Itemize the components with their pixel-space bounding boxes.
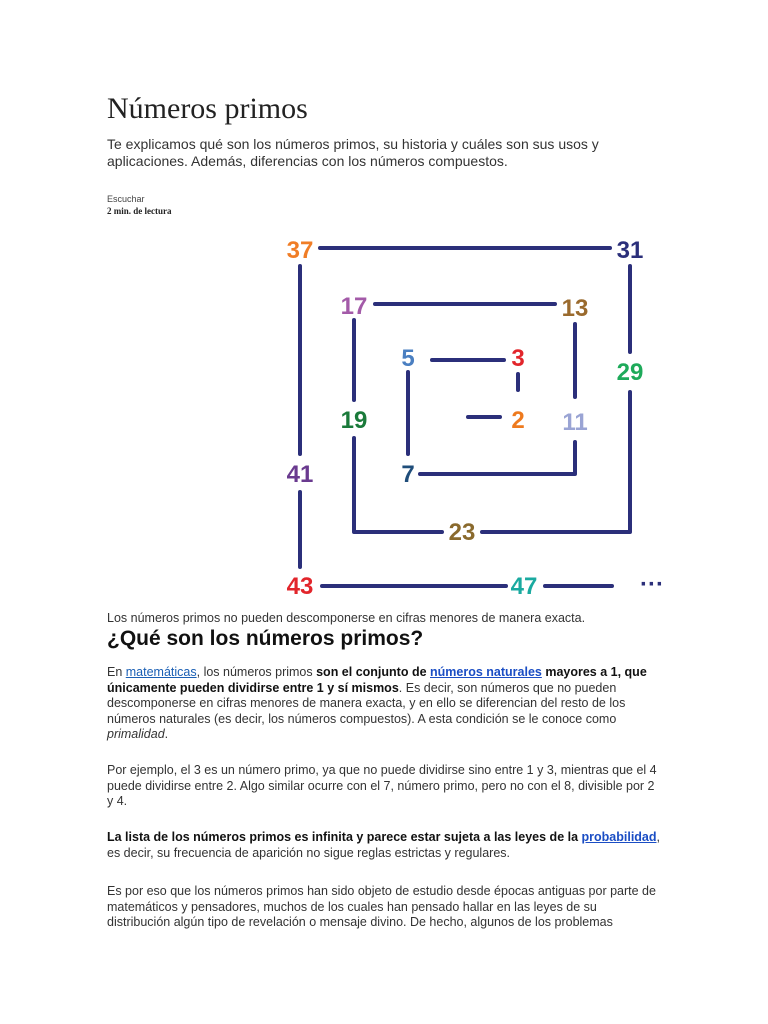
article-intro: Te explicamos qué son los números primos, su historia y cuáles son sus usos y aplicaciones. Además, diferencias con los números compuestos. xyxy=(107,136,599,169)
spiral-segment xyxy=(482,392,630,532)
prime-label-17: 17 xyxy=(340,293,368,320)
prime-label-37: 37 xyxy=(286,237,314,264)
prime-spiral-figure xyxy=(170,222,690,612)
figure-caption: Los números primos no pueden descomponerse en cifras menores de manera exacta. xyxy=(107,611,586,625)
text-span: . xyxy=(164,727,169,741)
prime-label-7: 7 xyxy=(401,461,415,488)
bold-span: La lista de los números primos es infinita y parece estar sujeta a las leyes de la xyxy=(107,830,582,844)
listen-button[interactable]: Escuchar xyxy=(107,194,145,204)
text-span: , es decir, su frecuencia de aparición no sigue reglas estrictas y regulares. xyxy=(107,830,660,860)
text-span: , los números primos xyxy=(196,665,317,679)
prime-label-13: 13 xyxy=(561,295,589,322)
bold-span: son el conjunto de xyxy=(316,665,431,679)
paragraph-1 xyxy=(107,665,663,743)
prime-label-5: 5 xyxy=(401,345,415,372)
prime-label-2: 2 xyxy=(511,407,525,434)
paragraph-4: Es por eso que los números primos han sido objeto de estudio desde épocas antiguas por parte de matemáticos y pensadores, muchos de los cuales han pensado hallar en las leyes de su distribución algún tipo de revelación o mensaje divino. De hecho, algunos de los problemas xyxy=(107,884,656,929)
spiral-segment xyxy=(420,442,575,474)
read-time: 2 min. de lectura xyxy=(107,206,172,216)
italic-span: primalidad xyxy=(107,727,165,741)
matematicas-link[interactable]: matemáticas xyxy=(125,665,197,679)
prime-label-29: 29 xyxy=(616,359,644,386)
probabilidad-link[interactable]: probabilidad xyxy=(581,830,657,844)
prime-label-31: 31 xyxy=(616,237,644,264)
paragraph-3 xyxy=(107,830,663,861)
text-span: . Es decir, son números que no pueden descomponerse en cifras menores de manera exacta, y en ello se diferencian del resto de los números naturales (es decir, los números compuestos). A esta condición se le conoce como xyxy=(107,680,626,726)
page-title: Números primos xyxy=(107,92,308,125)
paragraph-2: Por ejemplo, el 3 es un número primo, ya que no puede dividirse sino entre 1 y 3, mientras que el 4 puede dividirse entre 2. Algo similar ocurre con el 7, número primo, pero no con el 8, divisible por 2 y 4. xyxy=(107,763,657,808)
spiral-ellipsis: ··· xyxy=(640,571,664,598)
numeros-naturales-link[interactable]: números naturales xyxy=(430,665,542,679)
bold-span: mayores a 1, que únicamente pueden dividirse entre 1 y sí mismos xyxy=(107,665,647,695)
prime-label-19: 19 xyxy=(340,407,368,434)
prime-label-11: 11 xyxy=(562,409,588,436)
prime-label-47: 47 xyxy=(510,573,538,600)
text-span: En xyxy=(107,665,126,679)
prime-label-23: 23 xyxy=(448,519,476,546)
spiral-segment xyxy=(354,438,442,532)
prime-label-41: 41 xyxy=(286,461,314,488)
section-heading: ¿Qué son los números primos? xyxy=(107,627,424,650)
prime-label-43: 43 xyxy=(286,573,314,600)
prime-label-3: 3 xyxy=(511,345,525,372)
article-header xyxy=(107,90,667,216)
